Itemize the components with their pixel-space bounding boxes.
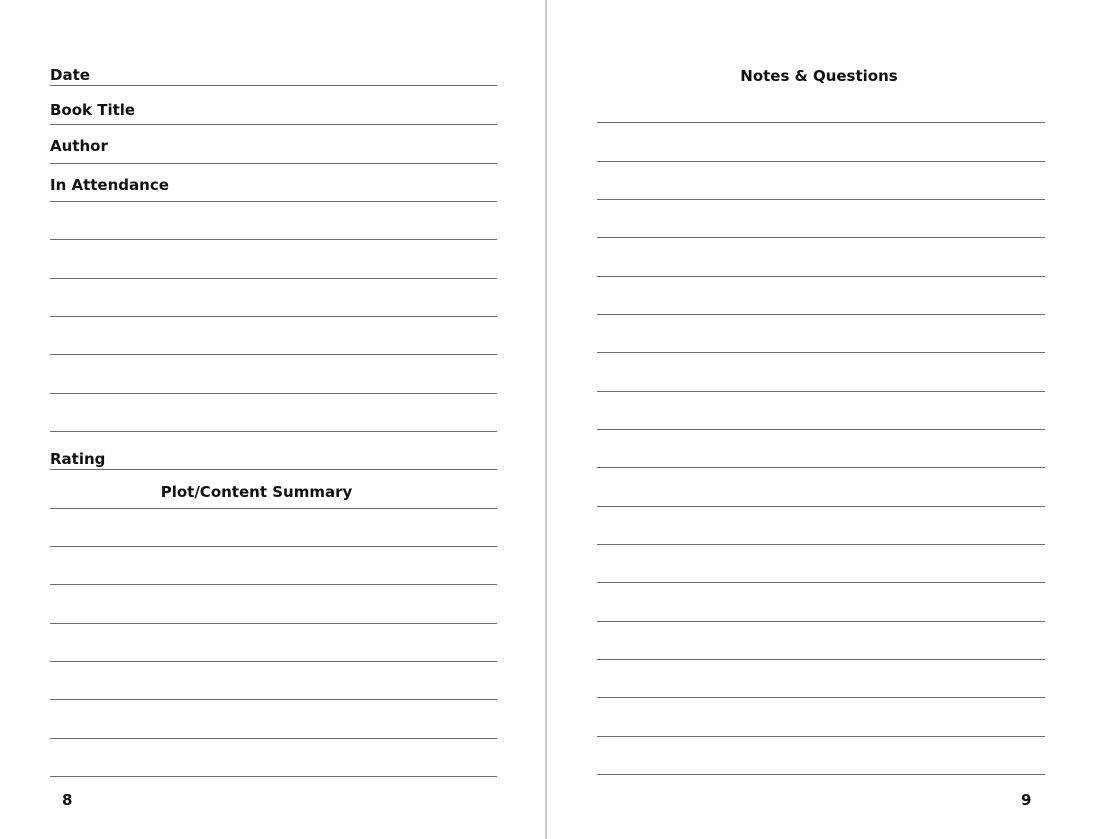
summary-line bbox=[50, 508, 497, 509]
summary-line bbox=[50, 661, 497, 662]
notes-line bbox=[597, 506, 1045, 507]
notes-line bbox=[597, 544, 1045, 545]
notes-heading: Notes & Questions bbox=[740, 67, 898, 85]
notes-line bbox=[597, 659, 1045, 660]
page-gutter bbox=[545, 0, 547, 839]
notes-line bbox=[597, 621, 1045, 622]
attendance-line bbox=[50, 201, 497, 202]
summary-heading: Plot/Content Summary bbox=[160, 483, 353, 501]
attendance-line bbox=[50, 431, 497, 432]
summary-line bbox=[50, 546, 497, 547]
notes-line bbox=[597, 391, 1045, 392]
attendance-line bbox=[50, 354, 497, 355]
notes-line bbox=[597, 237, 1045, 238]
notes-line bbox=[597, 736, 1045, 737]
notes-line bbox=[597, 582, 1045, 583]
notes-line bbox=[597, 774, 1045, 775]
attendance-line bbox=[50, 393, 497, 394]
attendance-line bbox=[50, 239, 497, 240]
summary-line bbox=[50, 623, 497, 624]
notes-line bbox=[597, 697, 1045, 698]
rating-line bbox=[50, 469, 497, 470]
page-number-right: 9 bbox=[1021, 791, 1032, 809]
book-title-line bbox=[50, 124, 497, 125]
notes-line bbox=[597, 161, 1045, 162]
author-line bbox=[50, 163, 497, 164]
notes-line bbox=[597, 276, 1045, 277]
notes-line bbox=[597, 122, 1045, 123]
in-attendance-label: In Attendance bbox=[50, 176, 169, 194]
notes-line bbox=[597, 429, 1045, 430]
author-label: Author bbox=[50, 137, 108, 155]
summary-line bbox=[50, 738, 497, 739]
page-number-left: 8 bbox=[62, 791, 73, 809]
attendance-line bbox=[50, 278, 497, 279]
notes-line bbox=[597, 314, 1045, 315]
attendance-line bbox=[50, 316, 497, 317]
rating-label: Rating bbox=[50, 450, 106, 468]
notes-line bbox=[597, 199, 1045, 200]
summary-line bbox=[50, 584, 497, 585]
summary-line bbox=[50, 776, 497, 777]
notes-line bbox=[597, 467, 1045, 468]
book-title-label: Book Title bbox=[50, 101, 136, 119]
date-line bbox=[50, 85, 497, 86]
notes-line bbox=[597, 352, 1045, 353]
summary-line bbox=[50, 699, 497, 700]
date-label: Date bbox=[50, 66, 90, 84]
